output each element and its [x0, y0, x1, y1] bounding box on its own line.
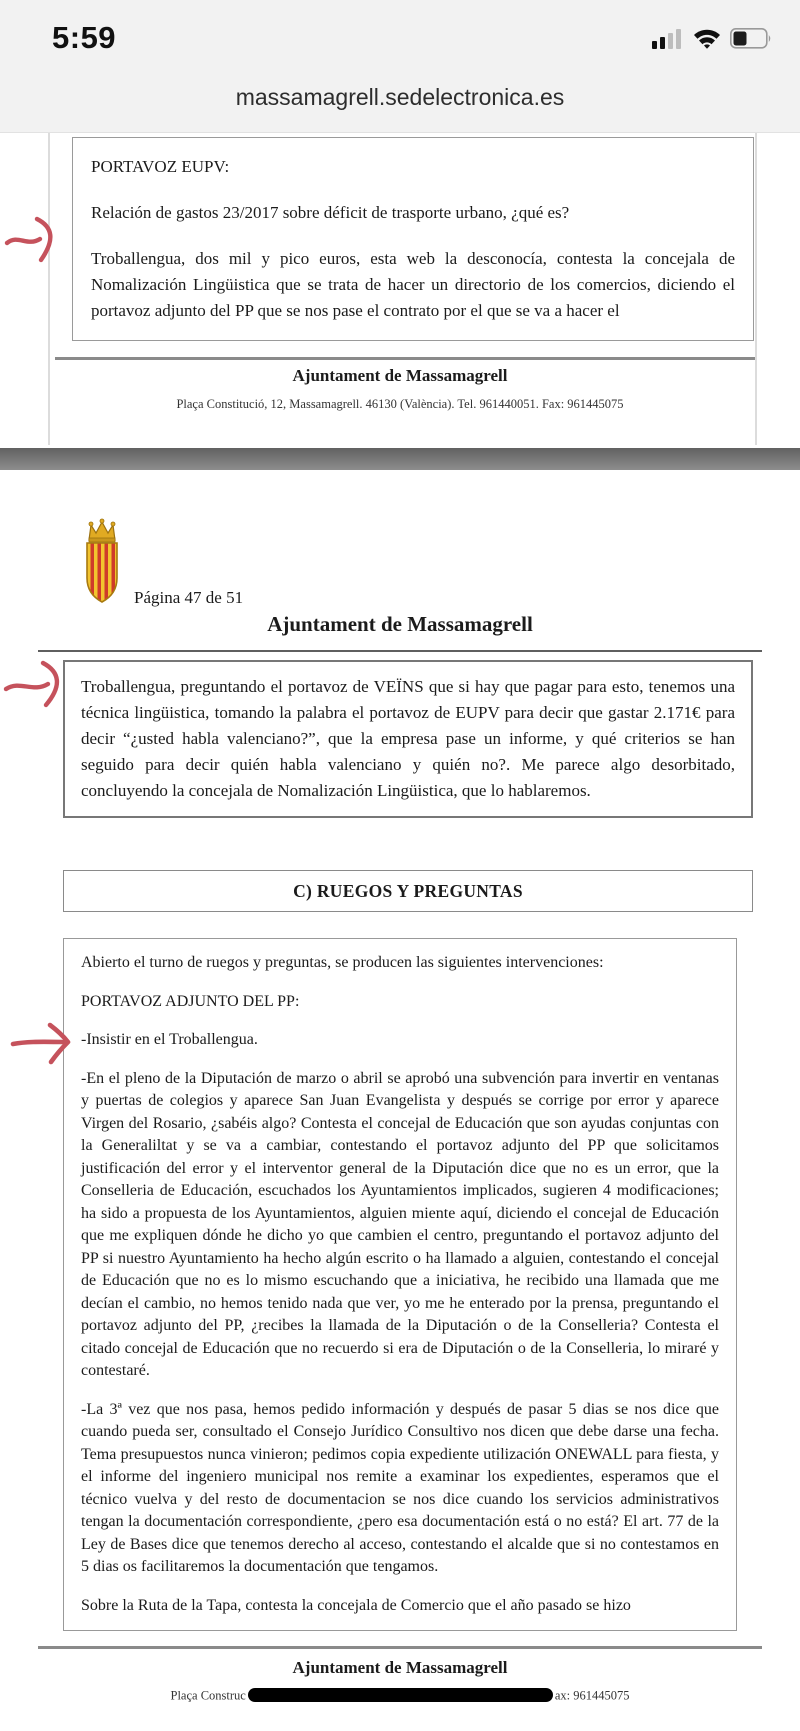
footer-address-right: ax: 961445075 [554, 1687, 630, 1702]
question-text: Relación de gastos 23/2017 sobre déficit de trasporte urbano, ¿qué es? [91, 203, 570, 222]
footer-address: Plaça Constitució, 12, Massamagrell. 46130 (València). Tel. 961440051. Fax: 961445075 [176, 397, 624, 411]
footer-rule [38, 1646, 762, 1649]
battery-icon [730, 28, 772, 54]
footer-title: Ajuntament de Massamagrell [292, 366, 508, 385]
document-header: Ajuntament de Massamagrell [267, 612, 533, 636]
speaker-label: PORTAVOZ EUPV: [91, 157, 230, 176]
body-paragraph: -La 3ª vez que nos pasa, hemos pedido información y después de pasar 5 dias se nos dice que cuando pueda ser, consultado el Consejo Jurídico Consultivo nos dicen que debe darse una fecha. Tema presupuestos nunca vinieron; pedimos copia expediente utilización ONEWALL para fiesta, y el informe del ingeniero municipal nos remite a examinar los expedientes, esperamos que el técnico vuelva y del resto de documentacion se nos dice cuando los servicios administrativos tengan la documentación correspondiente, ¿pero esa documentación está o no está? El art. 77 de la Ley de Bases dice que tenemos derecho al acceso, contestando el alcalde que si no contestamos en 5 dias os facilitaremos la documentación que tengamos. [81, 1400, 719, 1575]
body-paragraph: -En el pleno de la Diputación de marzo o abril se aprobó una subvención para invertir en ventanas y puertas de colegios y aparece San Juan Evangelista y después se corrige por error y aparece Virgen del Rosario, ¿sabéis algo? Contesta el concejal de Educación que son ayudas conjuntas con la Generaliltat y se va a cambiar, contestando el portavoz adjunto del PP que solicitamos justificación del error y el interventor general de la Diputación dice que no es un error, que la Conselleria de Educación, escuchados los Ayuntamientos implicados, sugieren 4 modificaciones; ha sido a propuesta de los Ayuntamientos, alguien miente aquí, diciendo el concejal de Educación que me expliquen dónde he dicho yo que cambien el centro, preguntando el portavoz adjunto del PP si nuestro Ayuntamiento ha hecho algún escrito o ha llamado a alguien, contestando el concejal de Educación que no es lo mismo escuchando que a iniciativa, he recibido una llamada que me decían el cambio, no hemos tenido nada que ver, yo me he enterado por la prensa, preguntando el portavoz adjunto del PP, ¿recibes la llamada de la Diputación o de la Conselleria? Contesta el citado concejal de Educación que no recuerdo si era de Diputación o de la Conselleria, lo miraré y contestaré. [81, 1069, 719, 1379]
footer-address-left: Plaça Construc [170, 1687, 246, 1702]
status-time: 5:59 [52, 20, 117, 55]
header-rule [38, 650, 762, 652]
footer-address-redacted [0, 1688, 800, 1705]
ruegos-preguntas-text-box [63, 938, 737, 1631]
address-bar[interactable]: massamagrell.sedelectronica.es [235, 84, 565, 110]
speaker-label: PORTAVOZ ADJUNTO DEL PP: [81, 992, 300, 1010]
answer-paragraph: Troballengua, dos mil y pico euros, esta web la desconocía, contesta la concejala de Nomalización Lingüistica que se trata de hacer un directorio de los comercios, diciendo el portavoz adjunto del PP que se nos pase el contrato por el que se va a hacer el [91, 249, 735, 320]
footer-title: Ajuntament de Massamagrell [292, 1657, 508, 1677]
annotation-arrow-icon [8, 1016, 76, 1071]
status-bar [0, 0, 800, 75]
cellular-signal-icon [652, 28, 684, 54]
insistir-line: -Insistir en el Troballengua. [81, 1031, 258, 1048]
body-paragraph: Abierto el turno de ruegos y preguntas, se producen las siguientes intervenciones: [81, 954, 604, 971]
minutes-text-box [72, 137, 754, 341]
body-paragraph: Sobre la Ruta de la Tapa, contesta la concejala de Comercio que el año pasado se hizo [81, 1596, 631, 1614]
massamagrell-coat-of-arms-icon [82, 518, 122, 611]
pdf-page-47 [0, 470, 800, 1731]
footer-rule [55, 357, 755, 360]
annotation-arrow-icon [2, 656, 70, 713]
wifi-icon [693, 29, 721, 54]
section-heading-box: C) RUEGOS Y PREGUNTAS [63, 870, 753, 912]
page-number: Página 47 de 51 [134, 588, 244, 607]
annotation-arrow-icon [4, 212, 68, 269]
redaction-bar [248, 1688, 553, 1702]
browser-chrome [0, 0, 800, 133]
troballengua-paragraph-box: Troballengua, preguntando el portavoz de VEÏNS que si hay que pagar para esto, tenemos una técnica lingüistica, tomando la palabra el portavoz de EUPV para decir que gastar 2.171€ para decir “¿usted habla valenciano?”, que la empresa pase un informe, y qué criterios se han seguido para decir quién habla valenciano y quién no?. Me parece algo desorbitado, concluyendo la concejala de Nomalización Lingüistica, que lo hablaremos. [63, 660, 753, 818]
page-separator-band [0, 448, 800, 470]
pdf-page-46 [0, 133, 800, 448]
